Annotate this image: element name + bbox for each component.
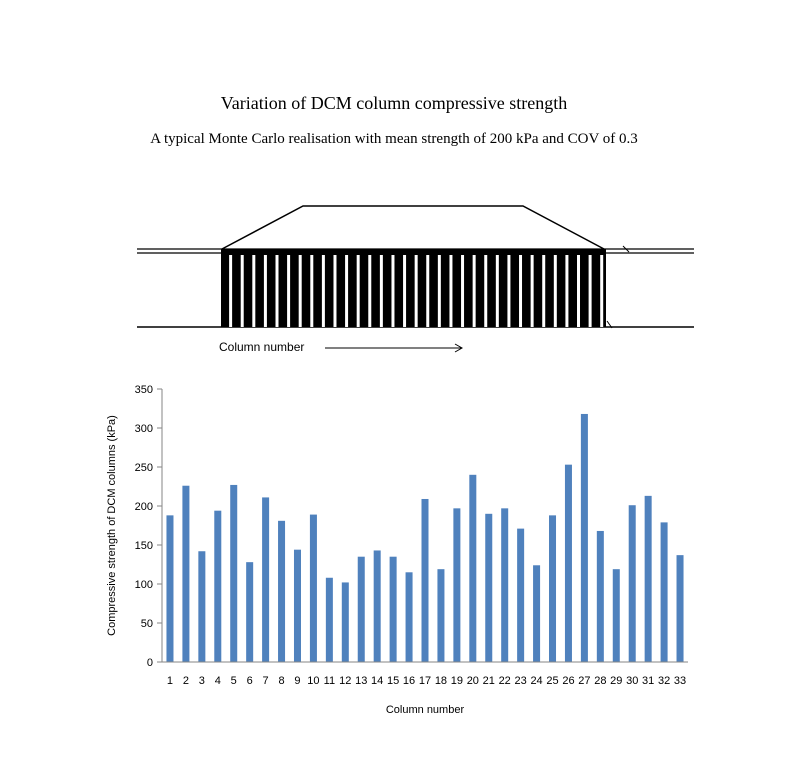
y-tick-label: 200 <box>134 501 153 513</box>
x-tick-label: 30 <box>626 675 639 687</box>
y-tick-label: 50 <box>140 618 153 630</box>
x-tick-label: 31 <box>642 675 655 687</box>
bar <box>581 414 588 662</box>
x-tick-label: 18 <box>434 675 448 687</box>
x-tick-label: 20 <box>466 675 479 687</box>
x-tick-label: 2 <box>182 675 189 687</box>
x-tick-label: 17 <box>418 675 432 687</box>
x-tick-label: 26 <box>562 675 575 687</box>
x-tick-label: 25 <box>546 675 559 687</box>
x-tick-label: 1 <box>166 675 174 687</box>
y-tick-label: 250 <box>134 462 153 474</box>
x-tick-label: 19 <box>450 675 464 687</box>
y-tick-label: 0 <box>146 657 153 669</box>
bar <box>533 565 540 662</box>
bar <box>246 562 253 662</box>
x-tick-label: 22 <box>498 675 511 687</box>
x-tick-label: 6 <box>246 675 253 687</box>
x-tick-label: 23 <box>514 675 527 687</box>
x-tick-label: 8 <box>278 675 285 687</box>
x-tick-label: 33 <box>673 675 687 687</box>
y-tick-label: 300 <box>134 423 153 435</box>
x-tick-label: 15 <box>386 675 400 687</box>
bar <box>182 486 189 662</box>
bar <box>517 529 524 662</box>
bar <box>565 465 572 662</box>
x-tick-label: 16 <box>402 675 416 687</box>
bar <box>278 521 285 662</box>
x-tick-label: 14 <box>371 675 384 687</box>
bar <box>374 550 381 662</box>
bar <box>342 582 349 662</box>
bar <box>390 557 397 662</box>
bar <box>262 497 269 662</box>
x-tick-label: 7 <box>262 675 269 687</box>
bar <box>214 511 221 662</box>
bar <box>310 515 317 662</box>
x-tick-label: 11 <box>323 675 336 687</box>
bar <box>469 475 476 662</box>
bar <box>230 485 237 662</box>
bar <box>501 508 508 662</box>
y-tick-label: 100 <box>134 579 153 591</box>
bar <box>661 522 668 662</box>
bars-group <box>166 414 683 662</box>
x-tick-label: 3 <box>198 675 205 687</box>
bar <box>629 505 636 662</box>
bar <box>166 515 173 662</box>
diagram-column-number-label: Column number <box>219 340 305 354</box>
bar <box>645 496 652 662</box>
x-tick-label: 32 <box>657 675 671 687</box>
x-tick-label: 21 <box>482 675 495 687</box>
bar <box>597 531 604 662</box>
bar <box>198 551 205 662</box>
x-tick-label: 12 <box>339 675 352 687</box>
bar <box>453 508 460 662</box>
y-axis-title: Compressive strength of DCM columns (kPa) <box>106 415 118 636</box>
x-tick-label: 28 <box>594 675 607 687</box>
bar <box>613 569 620 662</box>
y-ticks-group <box>135 384 162 669</box>
bar <box>549 515 556 662</box>
x-tick-label: 29 <box>610 675 623 687</box>
bar <box>677 555 684 662</box>
x-tick-label: 27 <box>578 675 591 687</box>
x-axis-title: Column number <box>385 704 465 716</box>
chart-title: Variation of DCM column compressive strength <box>220 93 568 113</box>
x-ticks-group <box>167 675 686 687</box>
bar <box>326 578 333 662</box>
bar <box>406 572 413 662</box>
x-tick-label: 10 <box>307 675 320 687</box>
x-tick-label: 9 <box>294 675 301 687</box>
bar <box>437 569 444 662</box>
bar <box>294 550 301 662</box>
y-tick-label: 150 <box>134 540 153 552</box>
y-tick-label: 350 <box>134 384 153 396</box>
x-tick-label: 5 <box>230 675 237 687</box>
bar <box>421 499 428 662</box>
x-tick-label: 4 <box>214 675 221 687</box>
bar <box>358 557 365 662</box>
chart-subtitle: A typical Monte Carlo realisation with mean strength of 200 kPa and COV of 0.3 <box>150 131 638 147</box>
x-tick-label: 13 <box>355 675 368 687</box>
x-tick-label: 24 <box>530 675 543 687</box>
bar <box>485 514 492 662</box>
